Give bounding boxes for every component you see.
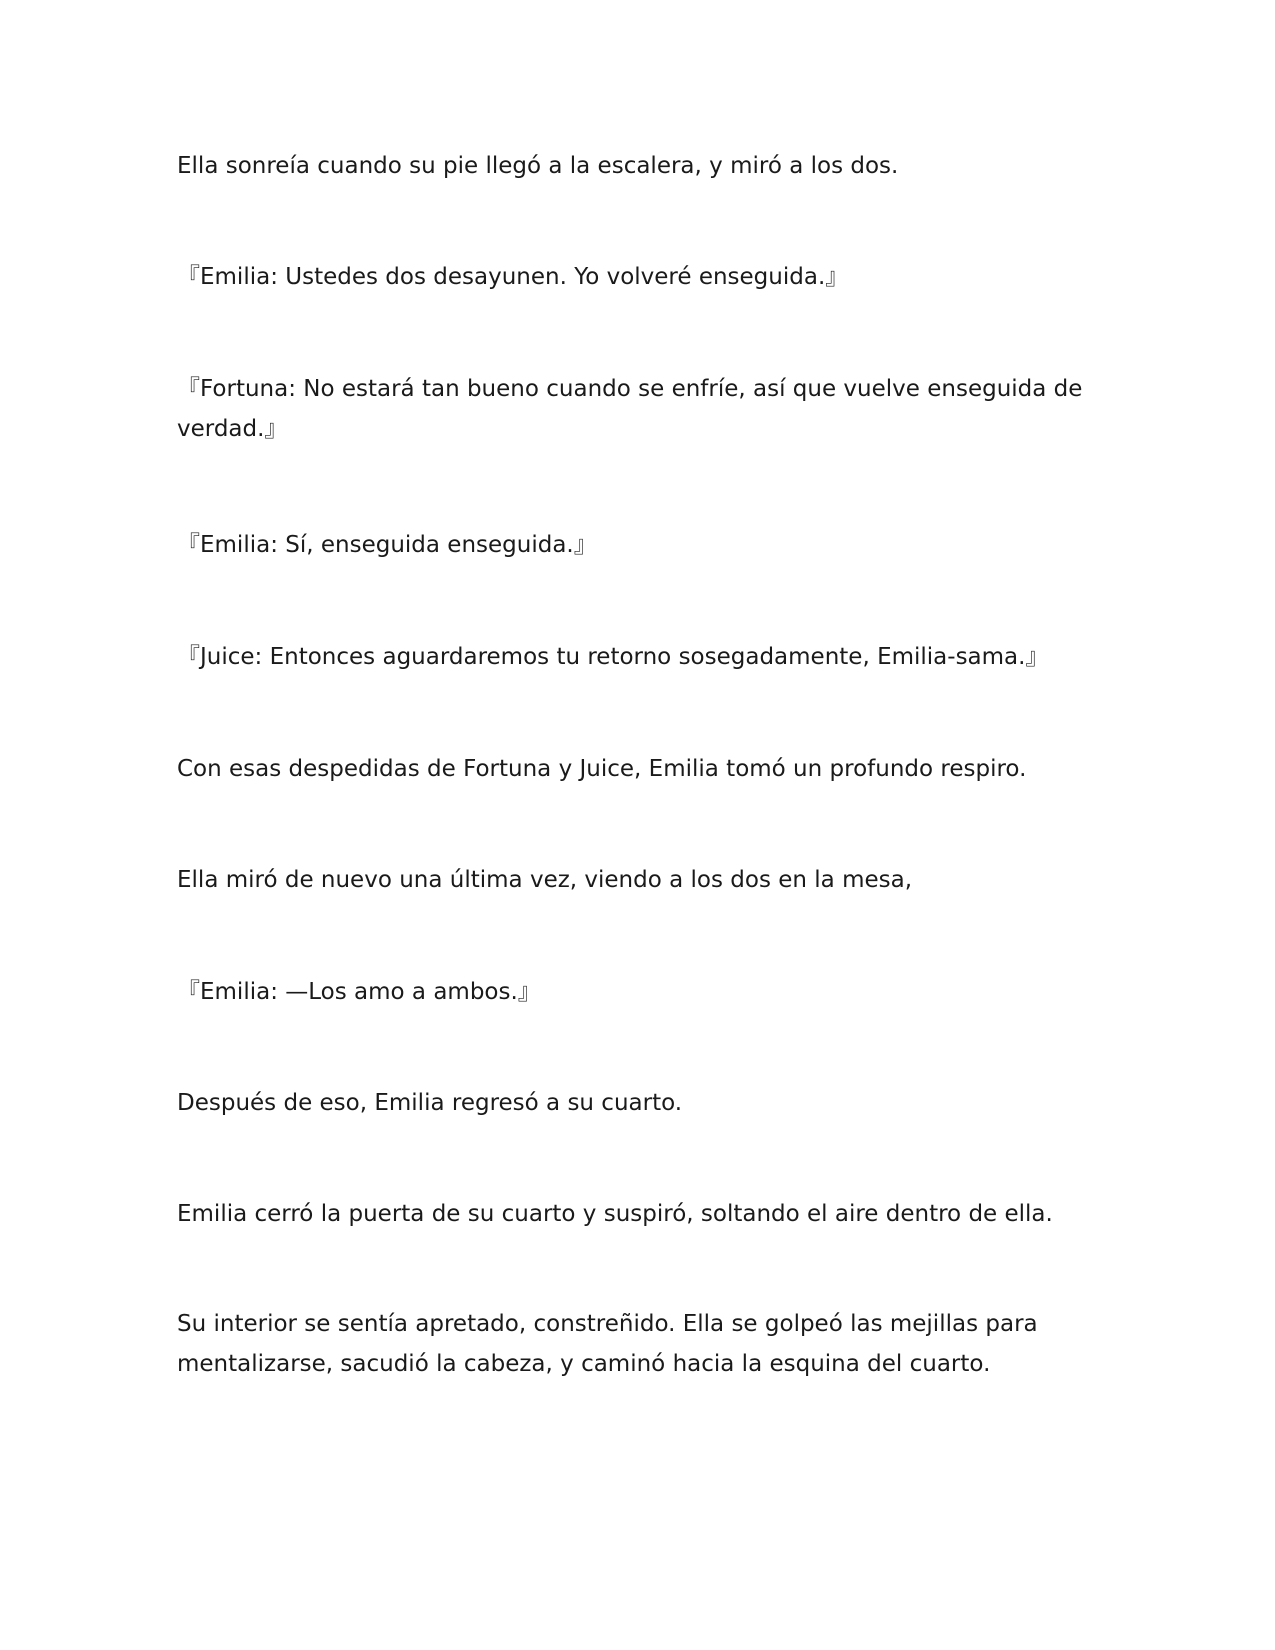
paragraph-narration: Después de eso, Emilia regresó a su cuarto. <box>177 1090 683 1116</box>
paragraph-narration: Ella miró de nuevo una última vez, viendo a los dos en la mesa, <box>177 867 913 893</box>
paragraph-dialogue: 『Fortuna: No estará tan bueno cuando se enfríe, así que vuelve enseguida de verdad.』 <box>177 376 1083 442</box>
paragraph-narration: Con esas despedidas de Fortuna y Juice, Emilia tomó un profundo respiro. <box>177 756 1027 782</box>
paragraph-dialogue: 『Emilia: —Los amo a ambos.』 <box>177 979 541 1005</box>
paragraph-dialogue: 『Emilia: Ustedes dos desayunen. Yo volveré enseguida.』 <box>177 264 849 290</box>
paragraph-narration: Su interior se sentía apretado, constreñido. Ella se golpeó las mejillas para mentalizarse, sacudió la cabeza, y caminó hacia la esquina del cuarto. <box>177 1311 1038 1377</box>
paragraph-narration: Emilia cerró la puerta de su cuarto y suspiró, soltando el aire dentro de ella. <box>177 1201 1053 1227</box>
paragraph-dialogue: 『Emilia: Sí, enseguida enseguida.』 <box>177 532 597 558</box>
paragraph-narration: Ella sonreía cuando su pie llegó a la escalera, y miró a los dos. <box>177 153 899 179</box>
paragraph-dialogue: 『Juice: Entonces aguardaremos tu retorno sosegadamente, Emilia-sama.』 <box>177 644 1049 670</box>
